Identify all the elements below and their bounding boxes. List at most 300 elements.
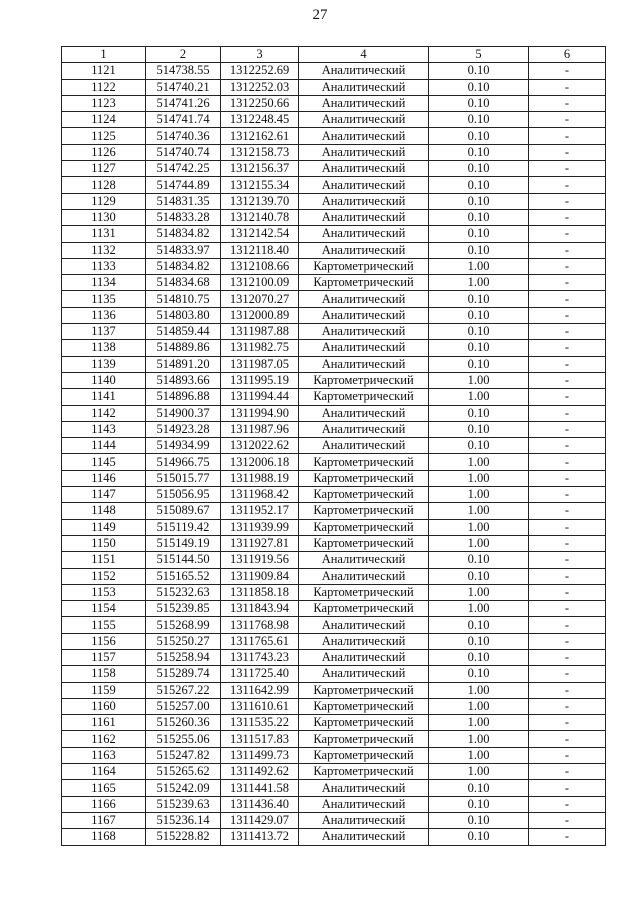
x-coordinate-cell: 514741.26	[146, 95, 221, 111]
table-row	[62, 275, 606, 291]
x-coordinate-cell: 515257.00	[146, 698, 221, 714]
table-row	[62, 438, 606, 454]
accuracy-cell: 0.10	[429, 79, 529, 95]
column-header-6: 6	[529, 47, 606, 63]
note-cell: -	[529, 324, 606, 340]
table-row	[62, 601, 606, 617]
note-cell: -	[529, 95, 606, 111]
y-coordinate-cell: 1311492.62	[221, 764, 299, 780]
table-row	[62, 144, 606, 160]
method-cell: Аналитический	[299, 226, 429, 242]
note-cell: -	[529, 682, 606, 698]
accuracy-cell: 1.00	[429, 715, 529, 731]
accuracy-cell: 1.00	[429, 747, 529, 763]
note-cell: -	[529, 340, 606, 356]
table-row	[62, 389, 606, 405]
column-header-2: 2	[146, 47, 221, 63]
x-coordinate-cell: 514740.36	[146, 128, 221, 144]
table-row	[62, 829, 606, 845]
x-coordinate-cell: 514833.28	[146, 209, 221, 225]
y-coordinate-cell: 1311927.81	[221, 535, 299, 551]
method-cell: Аналитический	[299, 617, 429, 633]
note-cell: -	[529, 405, 606, 421]
method-cell: Аналитический	[299, 780, 429, 796]
x-coordinate-cell: 514742.25	[146, 161, 221, 177]
table-row	[62, 470, 606, 486]
note-cell: -	[529, 275, 606, 291]
point-number-cell: 1123	[62, 95, 146, 111]
column-header-4: 4	[299, 47, 429, 63]
x-coordinate-cell: 514966.75	[146, 454, 221, 470]
method-cell: Аналитический	[299, 405, 429, 421]
y-coordinate-cell: 1311909.84	[221, 568, 299, 584]
point-number-cell: 1126	[62, 144, 146, 160]
note-cell: -	[529, 128, 606, 144]
note-cell: -	[529, 715, 606, 731]
point-number-cell: 1149	[62, 519, 146, 535]
table-row	[62, 405, 606, 421]
y-coordinate-cell: 1311765.61	[221, 633, 299, 649]
x-coordinate-cell: 515236.14	[146, 812, 221, 828]
y-coordinate-cell: 1312108.66	[221, 258, 299, 274]
method-cell: Аналитический	[299, 144, 429, 160]
accuracy-cell: 1.00	[429, 454, 529, 470]
table-row	[62, 226, 606, 242]
table-row	[62, 535, 606, 551]
table-row	[62, 372, 606, 388]
accuracy-cell: 0.10	[429, 193, 529, 209]
note-cell: -	[529, 79, 606, 95]
table-row	[62, 258, 606, 274]
point-number-cell: 1151	[62, 552, 146, 568]
accuracy-cell: 0.10	[429, 177, 529, 193]
x-coordinate-cell: 514810.75	[146, 291, 221, 307]
y-coordinate-cell: 1312140.78	[221, 209, 299, 225]
point-number-cell: 1139	[62, 356, 146, 372]
table-row	[62, 649, 606, 665]
method-cell: Аналитический	[299, 438, 429, 454]
accuracy-cell: 1.00	[429, 258, 529, 274]
accuracy-cell: 0.10	[429, 796, 529, 812]
method-cell: Аналитический	[299, 242, 429, 258]
accuracy-cell: 1.00	[429, 535, 529, 551]
point-number-cell: 1128	[62, 177, 146, 193]
x-coordinate-cell: 514741.74	[146, 112, 221, 128]
table-row	[62, 356, 606, 372]
point-number-cell: 1166	[62, 796, 146, 812]
x-coordinate-cell: 514934.99	[146, 438, 221, 454]
y-coordinate-cell: 1311994.90	[221, 405, 299, 421]
note-cell: -	[529, 209, 606, 225]
y-coordinate-cell: 1312252.03	[221, 79, 299, 95]
accuracy-cell: 0.10	[429, 307, 529, 323]
method-cell: Аналитический	[299, 568, 429, 584]
y-coordinate-cell: 1312006.18	[221, 454, 299, 470]
method-cell: Картометрический	[299, 698, 429, 714]
x-coordinate-cell: 514834.82	[146, 226, 221, 242]
note-cell: -	[529, 812, 606, 828]
y-coordinate-cell: 1312118.40	[221, 242, 299, 258]
x-coordinate-cell: 515239.63	[146, 796, 221, 812]
point-number-cell: 1137	[62, 324, 146, 340]
method-cell: Картометрический	[299, 715, 429, 731]
method-cell: Картометрический	[299, 682, 429, 698]
x-coordinate-cell: 514834.82	[146, 258, 221, 274]
note-cell: -	[529, 193, 606, 209]
method-cell: Аналитический	[299, 649, 429, 665]
x-coordinate-cell: 515119.42	[146, 519, 221, 535]
method-cell: Картометрический	[299, 503, 429, 519]
table-row	[62, 487, 606, 503]
table-body	[62, 63, 606, 845]
table-row	[62, 421, 606, 437]
point-number-cell: 1143	[62, 421, 146, 437]
x-coordinate-cell: 514740.74	[146, 144, 221, 160]
point-number-cell: 1162	[62, 731, 146, 747]
note-cell: -	[529, 291, 606, 307]
method-cell: Картометрический	[299, 454, 429, 470]
note-cell: -	[529, 698, 606, 714]
note-cell: -	[529, 747, 606, 763]
y-coordinate-cell: 1312158.73	[221, 144, 299, 160]
y-coordinate-cell: 1312022.62	[221, 438, 299, 454]
accuracy-cell: 0.10	[429, 128, 529, 144]
accuracy-cell: 1.00	[429, 470, 529, 486]
method-cell: Картометрический	[299, 535, 429, 551]
table-row	[62, 633, 606, 649]
accuracy-cell: 0.10	[429, 95, 529, 111]
point-number-cell: 1142	[62, 405, 146, 421]
y-coordinate-cell: 1312000.89	[221, 307, 299, 323]
point-number-cell: 1141	[62, 389, 146, 405]
x-coordinate-cell: 514833.97	[146, 242, 221, 258]
header-row	[62, 47, 606, 63]
accuracy-cell: 1.00	[429, 584, 529, 600]
y-coordinate-cell: 1311610.61	[221, 698, 299, 714]
accuracy-cell: 1.00	[429, 389, 529, 405]
method-cell: Аналитический	[299, 209, 429, 225]
accuracy-cell: 1.00	[429, 487, 529, 503]
x-coordinate-cell: 515268.99	[146, 617, 221, 633]
method-cell: Картометрический	[299, 372, 429, 388]
x-coordinate-cell: 514891.20	[146, 356, 221, 372]
table-row	[62, 161, 606, 177]
point-number-cell: 1157	[62, 649, 146, 665]
method-cell: Аналитический	[299, 291, 429, 307]
point-number-cell: 1130	[62, 209, 146, 225]
note-cell: -	[529, 421, 606, 437]
method-cell: Аналитический	[299, 112, 429, 128]
note-cell: -	[529, 454, 606, 470]
point-number-cell: 1125	[62, 128, 146, 144]
table-row	[62, 731, 606, 747]
y-coordinate-cell: 1312155.34	[221, 177, 299, 193]
accuracy-cell: 0.10	[429, 649, 529, 665]
x-coordinate-cell: 515149.19	[146, 535, 221, 551]
note-cell: -	[529, 356, 606, 372]
method-cell: Картометрический	[299, 487, 429, 503]
y-coordinate-cell: 1312100.09	[221, 275, 299, 291]
accuracy-cell: 0.10	[429, 226, 529, 242]
note-cell: -	[529, 829, 606, 845]
note-cell: -	[529, 63, 606, 79]
y-coordinate-cell: 1311919.56	[221, 552, 299, 568]
point-number-cell: 1155	[62, 617, 146, 633]
x-coordinate-cell: 514889.86	[146, 340, 221, 356]
y-coordinate-cell: 1311939.99	[221, 519, 299, 535]
method-cell: Аналитический	[299, 95, 429, 111]
accuracy-cell: 0.10	[429, 438, 529, 454]
accuracy-cell: 0.10	[429, 405, 529, 421]
method-cell: Картометрический	[299, 731, 429, 747]
point-number-cell: 1163	[62, 747, 146, 763]
point-number-cell: 1133	[62, 258, 146, 274]
accuracy-cell: 1.00	[429, 682, 529, 698]
y-coordinate-cell: 1312070.27	[221, 291, 299, 307]
y-coordinate-cell: 1311768.98	[221, 617, 299, 633]
x-coordinate-cell: 514896.88	[146, 389, 221, 405]
note-cell: -	[529, 470, 606, 486]
table-row	[62, 552, 606, 568]
table-row	[62, 682, 606, 698]
table-row	[62, 193, 606, 209]
table-row	[62, 177, 606, 193]
x-coordinate-cell: 515260.36	[146, 715, 221, 731]
note-cell: -	[529, 601, 606, 617]
accuracy-cell: 0.10	[429, 209, 529, 225]
accuracy-cell: 1.00	[429, 519, 529, 535]
point-number-cell: 1168	[62, 829, 146, 845]
x-coordinate-cell: 515247.82	[146, 747, 221, 763]
point-number-cell: 1148	[62, 503, 146, 519]
note-cell: -	[529, 666, 606, 682]
accuracy-cell: 1.00	[429, 698, 529, 714]
accuracy-cell: 0.10	[429, 242, 529, 258]
x-coordinate-cell: 515089.67	[146, 503, 221, 519]
table-row	[62, 747, 606, 763]
accuracy-cell: 1.00	[429, 731, 529, 747]
x-coordinate-cell: 515255.06	[146, 731, 221, 747]
method-cell: Аналитический	[299, 177, 429, 193]
method-cell: Аналитический	[299, 633, 429, 649]
point-number-cell: 1156	[62, 633, 146, 649]
point-number-cell: 1144	[62, 438, 146, 454]
method-cell: Картометрический	[299, 389, 429, 405]
point-number-cell: 1159	[62, 682, 146, 698]
x-coordinate-cell: 515232.63	[146, 584, 221, 600]
method-cell: Картометрический	[299, 470, 429, 486]
column-header-3: 3	[221, 47, 299, 63]
y-coordinate-cell: 1311995.19	[221, 372, 299, 388]
x-coordinate-cell: 514900.37	[146, 405, 221, 421]
method-cell: Картометрический	[299, 584, 429, 600]
x-coordinate-cell: 514831.35	[146, 193, 221, 209]
y-coordinate-cell: 1312156.37	[221, 161, 299, 177]
note-cell: -	[529, 177, 606, 193]
y-coordinate-cell: 1311535.22	[221, 715, 299, 731]
y-coordinate-cell: 1311987.96	[221, 421, 299, 437]
y-coordinate-cell: 1311743.23	[221, 649, 299, 665]
point-number-cell: 1146	[62, 470, 146, 486]
method-cell: Аналитический	[299, 63, 429, 79]
table-row	[62, 666, 606, 682]
point-number-cell: 1127	[62, 161, 146, 177]
y-coordinate-cell: 1311499.73	[221, 747, 299, 763]
x-coordinate-cell: 514859.44	[146, 324, 221, 340]
accuracy-cell: 1.00	[429, 601, 529, 617]
table-header	[62, 47, 606, 63]
note-cell: -	[529, 731, 606, 747]
method-cell: Аналитический	[299, 128, 429, 144]
point-number-cell: 1132	[62, 242, 146, 258]
method-cell: Аналитический	[299, 812, 429, 828]
column-header-1: 1	[62, 47, 146, 63]
y-coordinate-cell: 1312250.66	[221, 95, 299, 111]
note-cell: -	[529, 438, 606, 454]
note-cell: -	[529, 372, 606, 388]
method-cell: Аналитический	[299, 829, 429, 845]
table-row	[62, 503, 606, 519]
accuracy-cell: 0.10	[429, 324, 529, 340]
point-number-cell: 1121	[62, 63, 146, 79]
method-cell: Картометрический	[299, 258, 429, 274]
method-cell: Картометрический	[299, 747, 429, 763]
table-row	[62, 128, 606, 144]
accuracy-cell: 1.00	[429, 764, 529, 780]
accuracy-cell: 0.10	[429, 829, 529, 845]
y-coordinate-cell: 1311517.83	[221, 731, 299, 747]
note-cell: -	[529, 552, 606, 568]
note-cell: -	[529, 144, 606, 160]
y-coordinate-cell: 1311441.58	[221, 780, 299, 796]
y-coordinate-cell: 1311429.07	[221, 812, 299, 828]
x-coordinate-cell: 515239.85	[146, 601, 221, 617]
x-coordinate-cell: 515250.27	[146, 633, 221, 649]
note-cell: -	[529, 258, 606, 274]
page-number: 27	[312, 7, 328, 23]
note-cell: -	[529, 307, 606, 323]
method-cell: Картометрический	[299, 275, 429, 291]
x-coordinate-cell: 515242.09	[146, 780, 221, 796]
table-row	[62, 698, 606, 714]
column-header-5: 5	[429, 47, 529, 63]
y-coordinate-cell: 1311968.42	[221, 487, 299, 503]
accuracy-cell: 1.00	[429, 503, 529, 519]
method-cell: Картометрический	[299, 601, 429, 617]
accuracy-cell: 0.10	[429, 340, 529, 356]
x-coordinate-cell: 514744.89	[146, 177, 221, 193]
accuracy-cell: 0.10	[429, 112, 529, 128]
y-coordinate-cell: 1311725.40	[221, 666, 299, 682]
note-cell: -	[529, 796, 606, 812]
method-cell: Картометрический	[299, 764, 429, 780]
note-cell: -	[529, 535, 606, 551]
point-number-cell: 1165	[62, 780, 146, 796]
accuracy-cell: 1.00	[429, 372, 529, 388]
y-coordinate-cell: 1311994.44	[221, 389, 299, 405]
point-number-cell: 1147	[62, 487, 146, 503]
y-coordinate-cell: 1312139.70	[221, 193, 299, 209]
x-coordinate-cell: 514923.28	[146, 421, 221, 437]
accuracy-cell: 0.10	[429, 568, 529, 584]
x-coordinate-cell: 515015.77	[146, 470, 221, 486]
point-number-cell: 1124	[62, 112, 146, 128]
y-coordinate-cell: 1311413.72	[221, 829, 299, 845]
method-cell: Аналитический	[299, 356, 429, 372]
table-row	[62, 340, 606, 356]
method-cell: Аналитический	[299, 193, 429, 209]
method-cell: Аналитический	[299, 161, 429, 177]
table-row	[62, 519, 606, 535]
x-coordinate-cell: 515265.62	[146, 764, 221, 780]
y-coordinate-cell: 1312142.54	[221, 226, 299, 242]
accuracy-cell: 0.10	[429, 63, 529, 79]
note-cell: -	[529, 161, 606, 177]
table-row	[62, 715, 606, 731]
note-cell: -	[529, 503, 606, 519]
method-cell: Аналитический	[299, 421, 429, 437]
method-cell: Аналитический	[299, 324, 429, 340]
accuracy-cell: 0.10	[429, 356, 529, 372]
table-row	[62, 454, 606, 470]
point-number-cell: 1167	[62, 812, 146, 828]
accuracy-cell: 0.10	[429, 812, 529, 828]
table-row	[62, 242, 606, 258]
coordinates-table	[61, 46, 606, 846]
point-number-cell: 1136	[62, 307, 146, 323]
point-number-cell: 1160	[62, 698, 146, 714]
table-row	[62, 584, 606, 600]
y-coordinate-cell: 1311843.94	[221, 601, 299, 617]
y-coordinate-cell: 1312248.45	[221, 112, 299, 128]
note-cell: -	[529, 519, 606, 535]
table-row	[62, 112, 606, 128]
point-number-cell: 1122	[62, 79, 146, 95]
table-row	[62, 307, 606, 323]
y-coordinate-cell: 1311982.75	[221, 340, 299, 356]
note-cell: -	[529, 568, 606, 584]
method-cell: Аналитический	[299, 666, 429, 682]
accuracy-cell: 0.10	[429, 421, 529, 437]
point-number-cell: 1161	[62, 715, 146, 731]
x-coordinate-cell: 514834.68	[146, 275, 221, 291]
note-cell: -	[529, 242, 606, 258]
note-cell: -	[529, 764, 606, 780]
table-row	[62, 63, 606, 79]
point-number-cell: 1158	[62, 666, 146, 682]
point-number-cell: 1150	[62, 535, 146, 551]
x-coordinate-cell: 514738.55	[146, 63, 221, 79]
method-cell: Аналитический	[299, 307, 429, 323]
point-number-cell: 1134	[62, 275, 146, 291]
table-row	[62, 796, 606, 812]
method-cell: Аналитический	[299, 796, 429, 812]
note-cell: -	[529, 584, 606, 600]
note-cell: -	[529, 226, 606, 242]
table-row	[62, 95, 606, 111]
y-coordinate-cell: 1312162.61	[221, 128, 299, 144]
point-number-cell: 1140	[62, 372, 146, 388]
table-row	[62, 812, 606, 828]
x-coordinate-cell: 514740.21	[146, 79, 221, 95]
point-number-cell: 1153	[62, 584, 146, 600]
y-coordinate-cell: 1311988.19	[221, 470, 299, 486]
point-number-cell: 1145	[62, 454, 146, 470]
point-number-cell: 1164	[62, 764, 146, 780]
note-cell: -	[529, 112, 606, 128]
table-row	[62, 617, 606, 633]
table-row	[62, 324, 606, 340]
